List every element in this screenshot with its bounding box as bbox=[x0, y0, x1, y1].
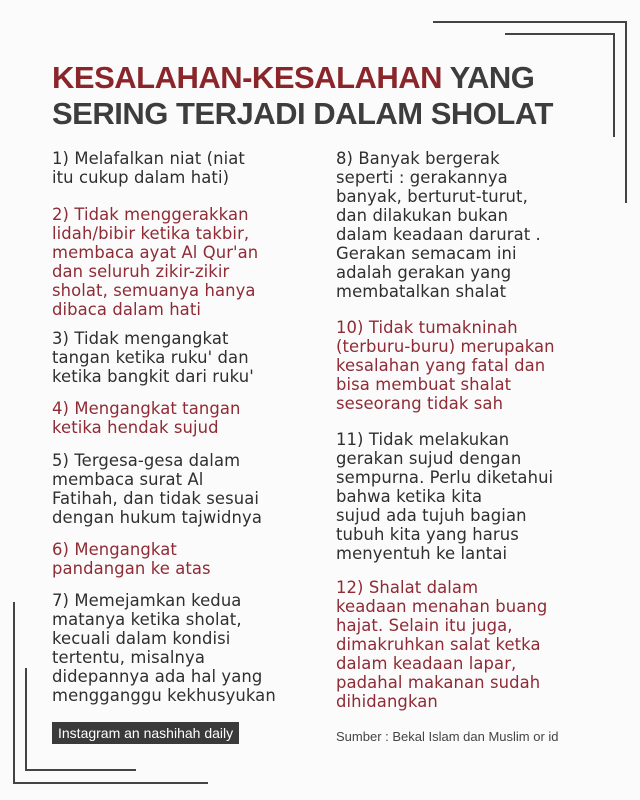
mistake-item-line: didepannya ada hal yang bbox=[52, 667, 263, 686]
mistake-item-line: membaca surat Al bbox=[52, 470, 204, 489]
mistake-item bbox=[52, 149, 245, 187]
mistake-item-line: dalam keadaan darurat . bbox=[336, 225, 541, 244]
frame-line-bottom-inner bbox=[25, 769, 136, 771]
instagram-badge: Instagram an nashihah daily bbox=[52, 722, 239, 744]
mistake-item-line: 12) Shalat dalam bbox=[336, 578, 479, 597]
title-highlight: KESALAHAN-KESALAHAN bbox=[52, 60, 443, 95]
frame-line-bottom-outer bbox=[13, 782, 208, 784]
frame-line-top-outer bbox=[433, 21, 627, 23]
mistake-item-line: tertentu, misalnya bbox=[52, 648, 205, 667]
mistake-item-line: 10) Tidak tumakninah bbox=[336, 318, 518, 337]
mistake-item-line: dan dilakukan bukan bbox=[336, 206, 509, 225]
mistake-item-line: 7) Memejamkan kedua bbox=[52, 591, 242, 610]
mistake-item-line: tubuh kita yang harus bbox=[336, 525, 519, 544]
mistake-item-line: 2) Tidak menggerakkan bbox=[52, 205, 249, 224]
page-title-line-1 bbox=[52, 60, 534, 96]
page-title-line-2: SERING TERJADI DALAM SHOLAT bbox=[52, 96, 553, 131]
mistake-item-line: itu cukup dalam hati) bbox=[52, 168, 230, 187]
mistake-item bbox=[336, 318, 555, 413]
mistake-item-line: keadaan menahan buang bbox=[336, 597, 548, 616]
mistake-item-line: banyak, berturut-turut, bbox=[336, 187, 528, 206]
mistake-item-line: sempurna. Perlu diketahui bbox=[336, 468, 554, 487]
mistake-item-line: membatalkan shalat bbox=[336, 282, 507, 301]
mistake-item-line: ketika hendak sujud bbox=[52, 418, 219, 437]
mistake-item-line: membaca ayat Al Qur'an bbox=[52, 243, 259, 262]
mistake-item-line: mengganggu kekhusyukan bbox=[52, 686, 276, 705]
mistake-item-line: sujud ada tujuh bagian bbox=[336, 506, 527, 525]
mistake-item-line: adalah gerakan yang bbox=[336, 263, 512, 282]
mistake-item bbox=[52, 329, 254, 386]
mistake-item-line: gerakan sujud dengan bbox=[336, 449, 522, 468]
mistake-item-line: seseorang tidak sah bbox=[336, 394, 504, 413]
mistake-item-line: 3) Tidak mengangkat bbox=[52, 329, 229, 348]
mistake-item-line: Gerakan semacam ini bbox=[336, 244, 517, 263]
mistake-item-line: matanya ketika sholat, bbox=[52, 610, 242, 629]
mistake-item bbox=[52, 540, 211, 578]
frame-line-left-inner bbox=[25, 668, 27, 771]
mistake-item-line: dan seluruh zikir-zikir bbox=[52, 262, 230, 281]
mistake-item-line: dengan hukum tajwidnya bbox=[52, 508, 262, 527]
mistake-item-line: 6) Mengangkat bbox=[52, 540, 177, 559]
mistake-item-line: Fatihah, dan tidak sesuai bbox=[52, 489, 260, 508]
mistake-item-line: bahwa ketika kita bbox=[336, 487, 483, 506]
mistake-item-line: hajat. Selain itu juga, bbox=[336, 616, 513, 635]
title-rest: YANG bbox=[442, 60, 535, 95]
mistake-item bbox=[336, 578, 547, 711]
mistake-item-line: dibaca dalam hati bbox=[52, 300, 202, 319]
frame-line-right-inner bbox=[613, 33, 615, 137]
mistake-item bbox=[336, 149, 541, 301]
mistake-item-line: 1) Melafalkan niat (niat bbox=[52, 149, 245, 168]
mistake-item-line: 4) Mengangkat tangan bbox=[52, 399, 241, 418]
mistake-item-line: dimakruhkan salat ketka bbox=[336, 635, 541, 654]
mistake-item bbox=[52, 451, 262, 527]
mistake-item-line: ketika bangkit dari ruku' bbox=[52, 367, 254, 386]
mistake-item-line: seperti : gerakannya bbox=[336, 168, 508, 187]
mistake-item-line: padahal makanan sudah bbox=[336, 673, 541, 692]
mistake-item-line: sholat, semuanya hanya bbox=[52, 281, 256, 300]
mistake-item-line: kesalahan yang fatal dan bbox=[336, 356, 546, 375]
frame-line-right-outer bbox=[625, 21, 627, 203]
mistake-item-line: menyentuh ke lantai bbox=[336, 544, 508, 563]
mistake-item-line: dihidangkan bbox=[336, 692, 438, 711]
mistake-item-line: dalam keadaan lapar, bbox=[336, 654, 517, 673]
mistake-item-line: lidah/bibir ketika takbir, bbox=[52, 224, 250, 243]
frame-line-top-inner bbox=[505, 33, 615, 35]
mistake-item-line: tangan ketika ruku' dan bbox=[52, 348, 249, 367]
mistake-item bbox=[52, 591, 276, 705]
mistake-item-line: 8) Banyak bergerak bbox=[336, 149, 500, 168]
frame-line-left-outer bbox=[13, 602, 15, 784]
mistake-item-line: (terburu-buru) merupakan bbox=[336, 337, 555, 356]
mistake-item-line: 5) Tergesa-gesa dalam bbox=[52, 451, 241, 470]
mistake-item bbox=[52, 205, 258, 319]
mistake-item-line: pandangan ke atas bbox=[52, 559, 211, 578]
mistake-item bbox=[52, 399, 240, 437]
mistake-item bbox=[336, 430, 553, 563]
mistake-item-line: 11) Tidak melakukan bbox=[336, 430, 510, 449]
mistake-item-line: bisa membuat shalat bbox=[336, 375, 512, 394]
source-text: Sumber : Bekal Islam dan Muslim or id bbox=[336, 729, 559, 744]
mistake-item-line: kecuali dalam kondisi bbox=[52, 629, 231, 648]
